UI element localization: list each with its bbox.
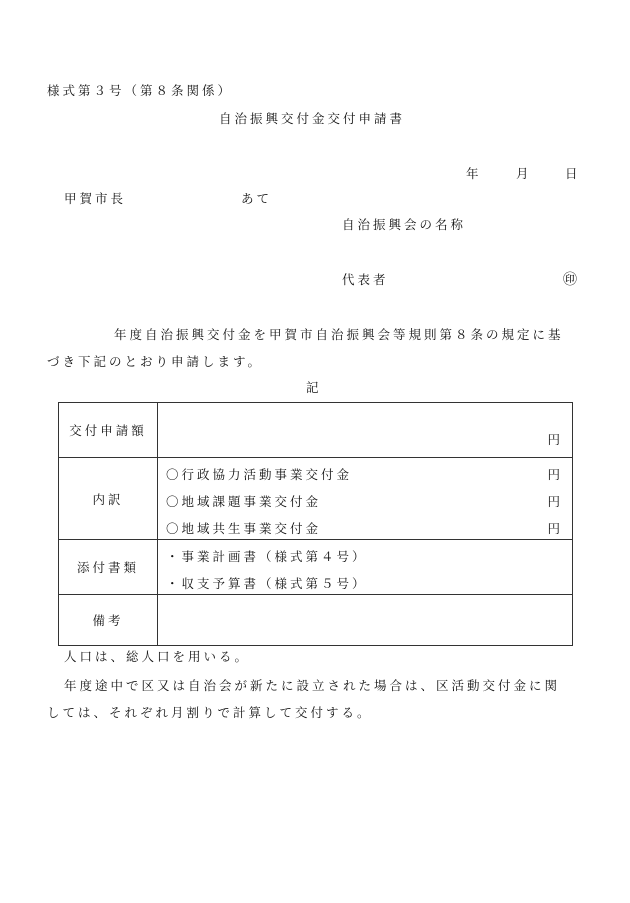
breakdown-item-label: 〇地域共生事業交付金	[166, 521, 322, 536]
association-name-label: 自治振興会の名称	[342, 217, 467, 232]
date-month: 月	[516, 166, 532, 181]
attachments-row	[59, 540, 573, 595]
breakdown-item[interactable]	[158, 512, 572, 539]
breakdown-item-yen: 円	[547, 494, 560, 509]
breakdown-item[interactable]	[158, 485, 572, 512]
attachment-item	[158, 540, 572, 567]
remarks-cell[interactable]	[158, 595, 573, 646]
body-line-2: づき下記のとおり申請します。	[47, 354, 264, 369]
amount-yen: 円	[547, 432, 560, 447]
amount-label: 交付申請額	[59, 403, 158, 458]
breakdown-label: 内訳	[59, 458, 158, 540]
breakdown-item-yen: 円	[547, 467, 560, 482]
seal-mark: ㊞	[563, 272, 577, 288]
breakdown-item-label: 〇地域課題事業交付金	[166, 494, 322, 509]
note-2-line-1: 年度途中で区又は自治会が新たに設立された場合は、区活動交付金に関	[64, 678, 561, 693]
note-1: 人口は、総人口を用いる。	[64, 649, 251, 664]
attachment-item-label: ・事業計画書（様式第４号）	[166, 549, 368, 564]
application-table	[58, 402, 573, 646]
attachments-cell	[158, 540, 573, 595]
attachment-item	[158, 567, 572, 594]
attachment-item-label: ・収支予算書（様式第５号）	[166, 576, 368, 591]
ki-label: 記	[306, 380, 322, 395]
remarks-row	[59, 595, 573, 646]
breakdown-item[interactable]	[158, 458, 572, 485]
note-2-line-2: しては、それぞれ月割りで計算して交付する。	[47, 705, 373, 720]
date-day: 日	[565, 166, 581, 181]
breakdown-cell	[158, 458, 573, 540]
remarks-label: 備考	[59, 595, 158, 646]
body-line-1: 年度自治振興交付金を甲賀市自治振興会等規則第８条の規定に基	[114, 327, 564, 342]
breakdown-item-yen: 円	[547, 521, 560, 536]
breakdown-row	[59, 458, 573, 540]
document-title: 自治振興交付金交付申請書	[219, 111, 406, 126]
amount-row	[59, 403, 573, 458]
form-number: 様式第３号（第８条関係）	[47, 83, 234, 98]
attachments-label: 添付書類	[59, 540, 158, 595]
representative-label: 代表者	[342, 272, 389, 287]
breakdown-item-label: 〇行政協力活動事業交付金	[166, 467, 353, 482]
amount-cell[interactable]	[158, 403, 573, 458]
honorific: あて	[241, 191, 273, 206]
recipient: 甲賀市長	[64, 191, 127, 206]
date-year: 年	[466, 166, 482, 181]
